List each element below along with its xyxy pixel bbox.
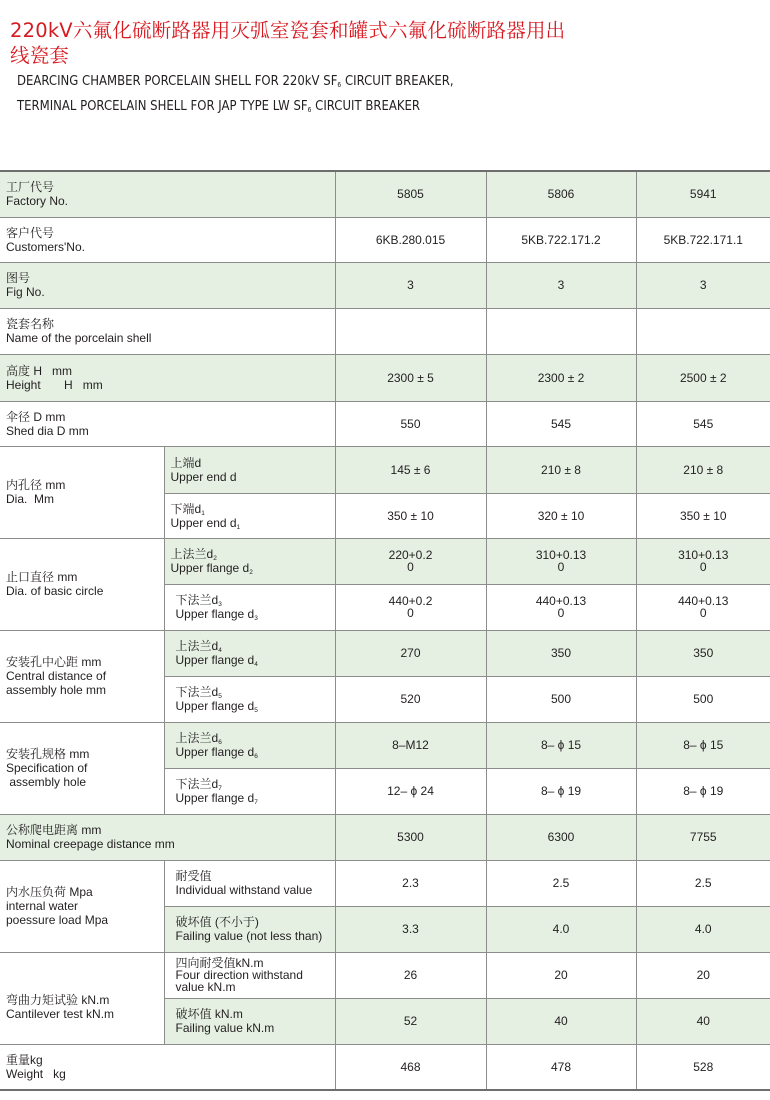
value-cell: 8– ϕ 19 (486, 768, 636, 814)
sub-label-failing: 破坏值 (不小于) Failing value (not less than) (164, 906, 335, 952)
row-label-factory-no: 工厂代号 Factory No. (0, 171, 335, 217)
table-row (0, 308, 770, 354)
value-cell: 4.0 (486, 906, 636, 952)
value-cell: 310+0.13 0 (636, 538, 770, 584)
value-cell: 40 (486, 998, 636, 1044)
sub-label-lower-flange: 下法兰$d_3$ Upper flange $d_3$ (164, 584, 335, 630)
value-cell: 545 (486, 401, 636, 446)
table-row (0, 354, 770, 401)
value-cell: 320 ± 10 (486, 493, 636, 538)
value-cell: 270 (335, 630, 486, 676)
group-label-inner-dia: 内孔径 mm Dia. Mm (0, 446, 164, 538)
value-cell: 350 (636, 630, 770, 676)
row-label-height: 高度 H mm Height H mm (0, 354, 335, 401)
value-cell (486, 308, 636, 354)
page-title-en (17, 71, 653, 121)
row-label-fig-no: 图号 Fig No. (0, 262, 335, 308)
value-cell: 550 (335, 401, 486, 446)
value-cell: 468 (335, 1044, 486, 1090)
value-cell: 520 (335, 676, 486, 722)
sub-label-lower-end: 下端$d_1$ Upper end $d_1$ (164, 493, 335, 538)
title-en-line-2: TERMINAL PORCELAIN SHELL FOR JAP TYPE LW $SF_6$ CIRCUIT BREAKER (17, 98, 421, 114)
value-cell: 40 (636, 998, 770, 1044)
value-cell: 20 (636, 952, 770, 998)
value-cell: 8– ϕ 15 (486, 722, 636, 768)
value-cell: 2.3 (335, 860, 486, 906)
value-cell: 440+0.13 0 (486, 584, 636, 630)
value-cell: 5KB.722.171.1 (636, 217, 770, 262)
sub-label-failing: 破坏值 kN.m Failing value kN.m (164, 998, 335, 1044)
value-cell: 2.5 (486, 860, 636, 906)
value-cell: 3 (636, 262, 770, 308)
value-cell: 545 (636, 401, 770, 446)
value-cell: 210 ± 8 (486, 446, 636, 493)
title-en-line-1: DEARCING CHAMBER PORCELAIN SHELL FOR 220kV $SF_6$ CIRCUIT BREAKER, (17, 73, 454, 89)
spec-table (0, 170, 770, 1091)
value-cell: 3 (335, 262, 486, 308)
value-cell: 440+0.2 0 (335, 584, 486, 630)
value-cell: 2300 ± 2 (486, 354, 636, 401)
sub-label-four-direction: 四向耐受值kN.m Four direction withstand value kN.m (164, 952, 335, 998)
value-cell: 350 ± 10 (335, 493, 486, 538)
sub-label-lower-flange: 下法兰$d_7$ Upper flange $d_7$ (164, 768, 335, 814)
row-label-shed-dia: 伞径 D mm Shed dia D mm (0, 401, 335, 446)
page-title-cn: 220kV六氟化硫断路器用灭弧室瓷套和罐式六氟化硫断路器用出线瓷套 (10, 19, 566, 67)
table-row (0, 860, 770, 906)
value-cell: 12– ϕ 24 (335, 768, 486, 814)
sub-label-upper-flange: 上法兰$d_2$ Upper flange $d_2$ (164, 538, 335, 584)
table-row (0, 401, 770, 446)
value-cell: 310+0.13 0 (486, 538, 636, 584)
value-cell (335, 308, 486, 354)
value-cell: 5KB.722.171.2 (486, 217, 636, 262)
value-cell: 5941 (636, 171, 770, 217)
sub-label-upper-end: 上端d Upper end d (164, 446, 335, 493)
group-label-basic-circle: 止口直径 mm Dia. of basic circle (0, 538, 164, 630)
sub-label-lower-flange: 下法兰$d_5$ Upper flange $d_5$ (164, 676, 335, 722)
value-cell (636, 308, 770, 354)
value-cell: 145 ± 6 (335, 446, 486, 493)
value-cell: 6300 (486, 814, 636, 860)
sub-label-upper-flange: 上法兰$d_4$ Upper flange $d_4$ (164, 630, 335, 676)
value-cell: 350 ± 10 (636, 493, 770, 538)
value-cell: 5805 (335, 171, 486, 217)
value-cell: 220+0.2 0 (335, 538, 486, 584)
table-row (0, 262, 770, 308)
row-label-name: 瓷套名称 Name of the porcelain shell (0, 308, 335, 354)
value-cell: 500 (636, 676, 770, 722)
table-row (0, 446, 770, 493)
value-cell: 2300 ± 5 (335, 354, 486, 401)
table-row (0, 171, 770, 217)
table-row (0, 630, 770, 676)
group-label-hole-spec: 安装孔规格 mm Specification of assembly hole (0, 722, 164, 814)
group-label-hole-distance: 安装孔中心距 mm Central distance of assembly hole mm (0, 630, 164, 722)
row-label-creepage: 公称爬电距离 mm Nominal creepage distance mm (0, 814, 335, 860)
sub-label-withstand: 耐受值 Individual withstand value (164, 860, 335, 906)
value-cell: 26 (335, 952, 486, 998)
value-cell: 7755 (636, 814, 770, 860)
group-label-cantilever: 弯曲力矩试验 kN.m Cantilever test kN.m (0, 952, 164, 1044)
value-cell: 528 (636, 1044, 770, 1090)
value-cell: 5806 (486, 171, 636, 217)
value-cell: 8– ϕ 19 (636, 768, 770, 814)
value-cell: 500 (486, 676, 636, 722)
group-label-water-pressure: 内水压负荷 Mpa internal water poessure load Mpa (0, 860, 164, 952)
value-cell: 52 (335, 998, 486, 1044)
row-label-customers-no: 客户代号 Customers'No. (0, 217, 335, 262)
value-cell: 2500 ± 2 (636, 354, 770, 401)
table-row (0, 722, 770, 768)
value-cell: 4.0 (636, 906, 770, 952)
value-cell: 5300 (335, 814, 486, 860)
value-cell: 478 (486, 1044, 636, 1090)
table-row (0, 1044, 770, 1090)
value-cell: 6KB.280.015 (335, 217, 486, 262)
value-cell: 3.3 (335, 906, 486, 952)
value-cell: 8–M12 (335, 722, 486, 768)
row-label-weight: 重量kg Weight kg (0, 1044, 335, 1090)
table-row (0, 538, 770, 584)
table-row (0, 952, 770, 998)
value-cell: 2.5 (636, 860, 770, 906)
sub-label-upper-flange: 上法兰$d_6$ Upper flange $d_6$ (164, 722, 335, 768)
table-row (0, 217, 770, 262)
value-cell: 440+0.13 0 (636, 584, 770, 630)
table-row (0, 814, 770, 860)
value-cell: 20 (486, 952, 636, 998)
value-cell: 8– ϕ 15 (636, 722, 770, 768)
value-cell: 350 (486, 630, 636, 676)
value-cell: 3 (486, 262, 636, 308)
value-cell: 210 ± 8 (636, 446, 770, 493)
